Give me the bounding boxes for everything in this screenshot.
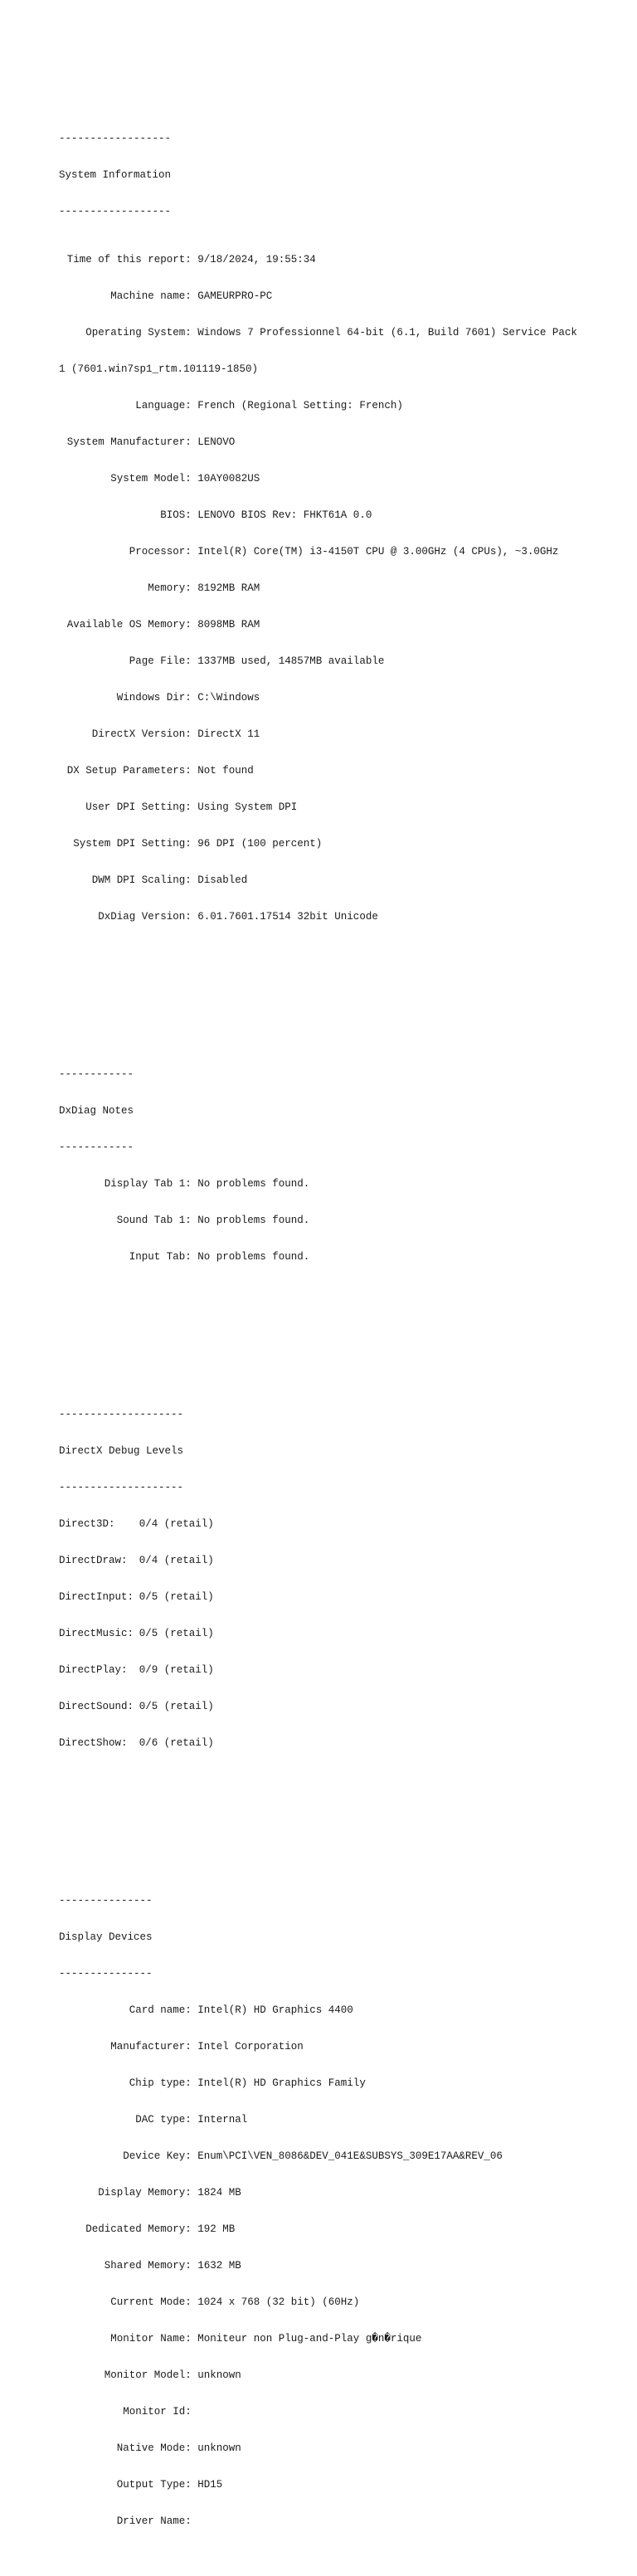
section-rule: ---------------: [59, 1968, 153, 1980]
row-key: Processor:: [129, 546, 192, 558]
row-key: Current Mode:: [110, 2296, 192, 2308]
section-rule: ------------: [59, 1069, 134, 1081]
report-row: [59, 911, 577, 923]
row-value: 8192MB RAM: [197, 582, 260, 595]
row-value: 1024 x 768 (32 bit) (60Hz): [197, 2296, 360, 2308]
row-value: 0/5 (retail): [139, 1591, 214, 1604]
row-key: Page File:: [129, 655, 192, 667]
row-value: French (Regional Setting: French): [197, 400, 403, 412]
section-rule: ------------------: [59, 132, 172, 144]
row-key: System Model:: [110, 473, 192, 485]
section-rule: --------------------: [59, 1482, 184, 1494]
report-row: [59, 1701, 577, 1713]
row-key: Native Mode:: [116, 2442, 192, 2454]
blank-line: [59, 984, 577, 996]
row-key: DxDiag Version:: [98, 910, 192, 923]
report-row: [59, 2406, 577, 2418]
report-row: [59, 254, 577, 266]
row-key: DirectPlay:: [59, 1664, 128, 1677]
section-heading: DxDiag Notes: [59, 1105, 134, 1118]
row-key: Card name:: [129, 2004, 192, 2017]
row-key: DirectShow:: [59, 1736, 128, 1749]
system-information-section: [59, 109, 577, 947]
row-key: Available OS Memory:: [66, 618, 192, 631]
row-key: Monitor Id:: [123, 2405, 192, 2418]
report-row: [59, 1628, 577, 1640]
section-rule: ------------: [59, 1142, 134, 1154]
row-value: 1337MB used, 14857MB available: [197, 655, 385, 667]
row-key: Dedicated Memory:: [85, 2223, 192, 2236]
row-value: No problems found.: [197, 1177, 310, 1190]
row-value: HD15: [197, 2478, 223, 2491]
row-value: Moniteur non Plug-and-Play g�n�rique: [197, 2332, 422, 2345]
section-heading: Display Devices: [59, 1931, 153, 1944]
report-row: [59, 1591, 577, 1604]
row-value: Windows 7 Professionnel 64-bit (6.1, Build 7601) Service Pack: [197, 327, 577, 339]
row-value: 96 DPI (100 percent): [197, 837, 323, 850]
report-row: [59, 582, 577, 595]
row-key: BIOS:: [160, 509, 192, 522]
row-key: Shared Memory:: [104, 2259, 192, 2272]
row-value: 9/18/2024, 19:55:34: [197, 254, 316, 266]
row-key: DAC type:: [135, 2114, 192, 2126]
row-key: DWM DPI Scaling:: [91, 874, 192, 886]
row-value: Not found: [197, 764, 254, 777]
report-row: [59, 1251, 577, 1264]
report-row: [59, 473, 577, 485]
row-key: Output Type:: [116, 2478, 192, 2491]
row-key: Memory:: [148, 582, 192, 595]
row-value: unknown: [197, 2442, 241, 2454]
row-value: 192 MB: [197, 2223, 236, 2236]
report-row: [59, 874, 577, 887]
row-value: 8098MB RAM: [197, 618, 260, 631]
row-key: DirectSound:: [59, 1701, 134, 1712]
report-row: [59, 2187, 577, 2199]
dxdiag-notes-section: [59, 1045, 577, 1288]
row-key: Chip type:: [129, 2077, 192, 2090]
row-value: Intel Corporation: [197, 2041, 304, 2053]
row-value: Using System DPI: [197, 801, 298, 813]
row-value: 10AY0082US: [197, 473, 260, 485]
row-key: Monitor Name:: [110, 2332, 192, 2345]
row-key: DirectX Version:: [91, 728, 192, 740]
report-row: [59, 2296, 577, 2309]
row-key: Monitor Model:: [104, 2369, 192, 2381]
row-value: No problems found.: [197, 1214, 310, 1226]
report-row: [59, 2442, 577, 2455]
report-row: [59, 2114, 577, 2126]
report-row: [59, 1518, 577, 1531]
row-key: Display Memory:: [98, 2187, 192, 2199]
row-key: Display Tab 1:: [104, 1177, 192, 1190]
row-key: Direct3D:: [59, 1518, 115, 1531]
row-value: LENOVO: [197, 436, 236, 449]
report-row: [59, 2077, 577, 2090]
row-value: Internal: [197, 2114, 248, 2126]
row-value: Enum\PCI\VEN_8086&DEV_041E&SUBSYS_309E17AA&REV_06: [197, 2150, 503, 2163]
report-row: [59, 2223, 577, 2236]
section-rule: ------------------: [59, 205, 172, 217]
display-devices-section: [59, 1871, 577, 2551]
row-value: Disabled: [197, 874, 248, 886]
report-row-continuation: [59, 363, 577, 376]
row-key: Operating System:: [85, 327, 192, 339]
report-row: [59, 2369, 577, 2382]
report-row: [59, 436, 577, 449]
row-key: Machine name:: [110, 290, 192, 303]
row-value: LENOVO BIOS Rev: FHKT61A 0.0: [197, 509, 372, 522]
report-row: [59, 2260, 577, 2272]
section-heading: System Information: [59, 168, 172, 181]
report-row: [59, 1215, 577, 1227]
report-row: [59, 290, 577, 303]
directx-debug-levels-section: [59, 1385, 577, 1774]
row-key: User DPI Setting:: [85, 801, 192, 813]
report-row: [59, 728, 577, 741]
row-value: 0/5 (retail): [139, 1701, 214, 1712]
row-key: Device Key:: [123, 2150, 192, 2163]
report-row: [59, 1664, 577, 1677]
dxdiag-report: [59, 60, 577, 2576]
section-rule: ---------------: [59, 1895, 153, 1907]
report-row: [59, 2515, 577, 2528]
report-row: [59, 2004, 577, 2017]
row-value: 6.01.7601.17514 32bit Unicode: [197, 910, 378, 923]
row-value: 0/9 (retail): [139, 1664, 214, 1677]
row-key: Windows Dir:: [116, 691, 192, 704]
row-key: Input Tab:: [129, 1250, 192, 1263]
row-key: Time of this report:: [66, 254, 192, 266]
row-key: DirectDraw:: [59, 1555, 128, 1567]
row-key: Manufacturer:: [110, 2041, 192, 2053]
row-key: Driver Name:: [116, 2515, 192, 2527]
report-row: [59, 400, 577, 412]
blank-line: [59, 1810, 577, 1823]
row-value: 0/4 (retail): [139, 1555, 214, 1567]
section-heading: DirectX Debug Levels: [59, 1445, 184, 1458]
row-value: Intel(R) HD Graphics Family: [197, 2077, 366, 2090]
row-value: unknown: [197, 2369, 241, 2381]
section-rule: --------------------: [59, 1409, 184, 1421]
row-key: Sound Tab 1:: [116, 1214, 192, 1226]
row-key: System Manufacturer:: [66, 436, 192, 449]
report-row: [59, 692, 577, 704]
report-row: [59, 2333, 577, 2345]
report-row: [59, 2479, 577, 2491]
report-row: [59, 1178, 577, 1191]
row-key: DirectInput:: [59, 1591, 134, 1604]
report-row: [59, 509, 577, 522]
report-row: [59, 838, 577, 850]
report-row: [59, 1737, 577, 1750]
report-row: [59, 655, 577, 668]
report-row: [59, 2150, 577, 2163]
report-row: [59, 619, 577, 631]
row-key: DX Setup Parameters:: [66, 764, 192, 777]
row-key: Language:: [135, 400, 192, 412]
row-value: 0/4 (retail): [139, 1518, 214, 1531]
row-value: Intel(R) HD Graphics 4400: [197, 2004, 353, 2017]
row-value: DirectX 11: [197, 728, 260, 740]
row-value: GAMEURPRO-PC: [197, 290, 273, 303]
row-value: C:\Windows: [197, 691, 260, 704]
report-row: [59, 801, 577, 814]
row-value: 0/5 (retail): [139, 1628, 214, 1640]
row-value: 0/6 (retail): [139, 1736, 214, 1749]
row-value: 1 (7601.win7sp1_rtm.101119-1850): [59, 363, 259, 376]
blank-line: [59, 1324, 577, 1337]
report-row: [59, 1555, 577, 1567]
report-row: [59, 327, 577, 339]
report-row: [59, 546, 577, 558]
row-value: No problems found.: [197, 1250, 310, 1263]
row-key: DirectMusic:: [59, 1628, 134, 1640]
row-value: 1632 MB: [197, 2259, 241, 2272]
row-value: Intel(R) Core(TM) i3-4150T CPU @ 3.00GHz (4 CPUs), ~3.0GHz: [197, 546, 559, 558]
report-row: [59, 765, 577, 777]
row-key: System DPI Setting:: [73, 837, 192, 850]
row-value: 1824 MB: [197, 2187, 241, 2199]
report-row: [59, 2041, 577, 2053]
